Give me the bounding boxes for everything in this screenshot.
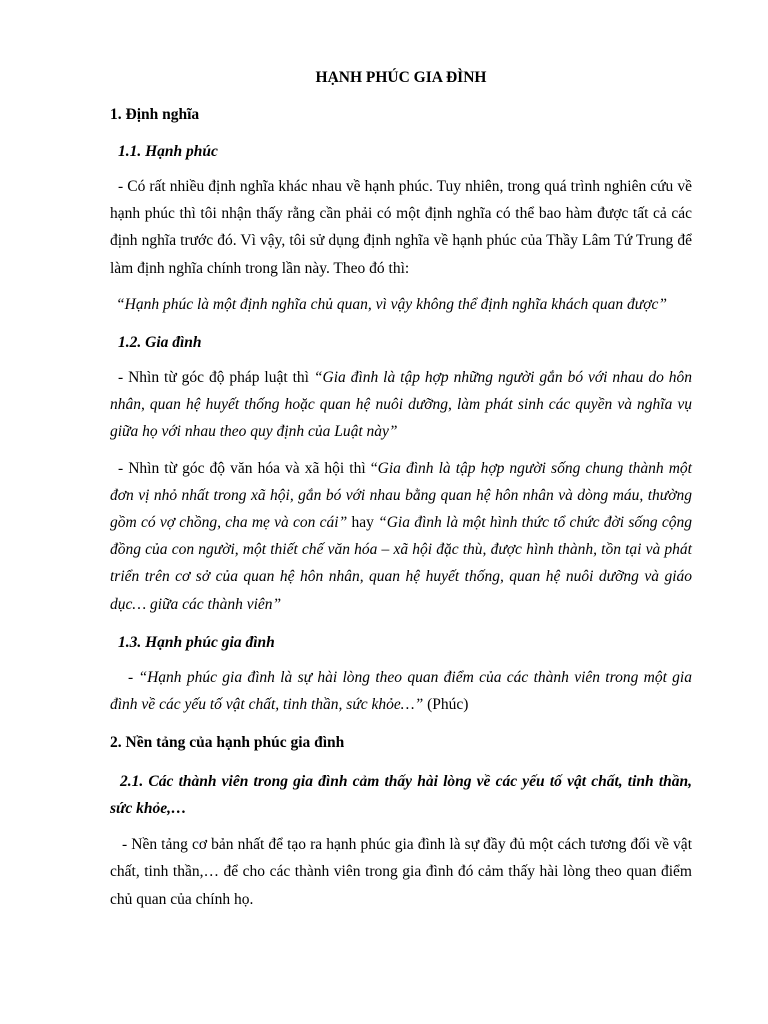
- heading-1-2: 1.2. Gia đình: [118, 334, 202, 352]
- document-title: HẠNH PHÚC GIA ĐÌNH: [315, 69, 487, 86]
- heading-2-1: 2.1. Các thành viên trong gia đình cảm thấy hài lòng về các yếu tố vật chất, tinh thần, sức khỏe,…: [110, 773, 692, 818]
- paragraph-foundation: - Nền tảng cơ bản nhất để tạo ra hạnh phúc gia đình là sự đầy đủ một cách tương đối về vật chất, tinh thần,… để cho các thành viên trong gia đình đó cảm thấy hài lòng theo quan điểm chủ quan của chính họ.: [110, 836, 692, 908]
- family-happiness-quote: - “Hạnh phúc gia đình là sự hài lòng theo quan điểm của các thành viên trong một gia đình về các yếu tố vật chất, tinh thần, sức khỏe…”: [110, 668, 692, 714]
- family-cultural-quote-1: Gia đình là tập hợp người sống chung thành một đơn vị nhỏ nhất trong xã hội, gắn bó với nhau bằng quan hệ hôn nhân và dòng máu, thường gồm có vợ chồng, cha mẹ và con cái”: [110, 459, 692, 532]
- family-cultural-connector: hay: [347, 514, 379, 532]
- heading-1-1: 1.1. Hạnh phúc: [118, 143, 218, 160]
- family-legal-quote: “Gia đình là tập hợp những người gắn bó với nhau do hôn nhân, quan hệ huyết thống hoặc quan hệ nuôi dưỡng, làm phát sinh các quyền và nghĩa vụ giữa họ với nhau theo quy định của Luật này”: [110, 369, 692, 441]
- family-cultural-lead: - Nhìn từ góc độ văn hóa và xã hội thì “: [118, 459, 378, 477]
- family-legal-lead: - Nhìn từ góc độ pháp luật thì: [118, 369, 314, 387]
- quote-happiness: “Hạnh phúc là một định nghĩa chủ quan, vì vậy không thể định nghĩa khách quan được”: [116, 295, 667, 313]
- heading-1-3: 1.3. Hạnh phúc gia đình: [118, 633, 275, 651]
- paragraph-family-happiness: [110, 664, 692, 718]
- paragraph-family-legal: [110, 364, 692, 446]
- heading-section-2: 2. Nền tảng của hạnh phúc gia đình: [110, 734, 345, 752]
- heading-section-1: 1. Định nghĩa: [110, 106, 200, 123]
- family-cultural-quote-2: “Gia đình là một hình thức tổ chức đời sống cộng đồng của con người, một thiết chế văn hóa – xã hội đặc thù, được hình thành, tồn tại và phát triển trên cơ sở của quan hệ hôn nhân, quan hệ huyết thống, quan hệ nuôi dưỡng và giáo dục… giữa các thành viên”: [110, 514, 692, 613]
- paragraph-happiness-definition: - Có rất nhiều định nghĩa khác nhau về hạnh phúc. Tuy nhiên, trong quá trình nghiên cứu về hạnh phúc thì tôi nhận thấy rằng cần phải có một định nghĩa có thể bao hàm được tất cả các định nghĩa trước đó. Vì vậy, tôi sử dụng định nghĩa về hạnh phúc của Thầy Lâm Tứ Trung để làm định nghĩa chính trong lần này. Theo đó thì:: [110, 178, 692, 277]
- family-happiness-source: (Phúc): [423, 696, 469, 714]
- paragraph-family-cultural: [110, 455, 692, 618]
